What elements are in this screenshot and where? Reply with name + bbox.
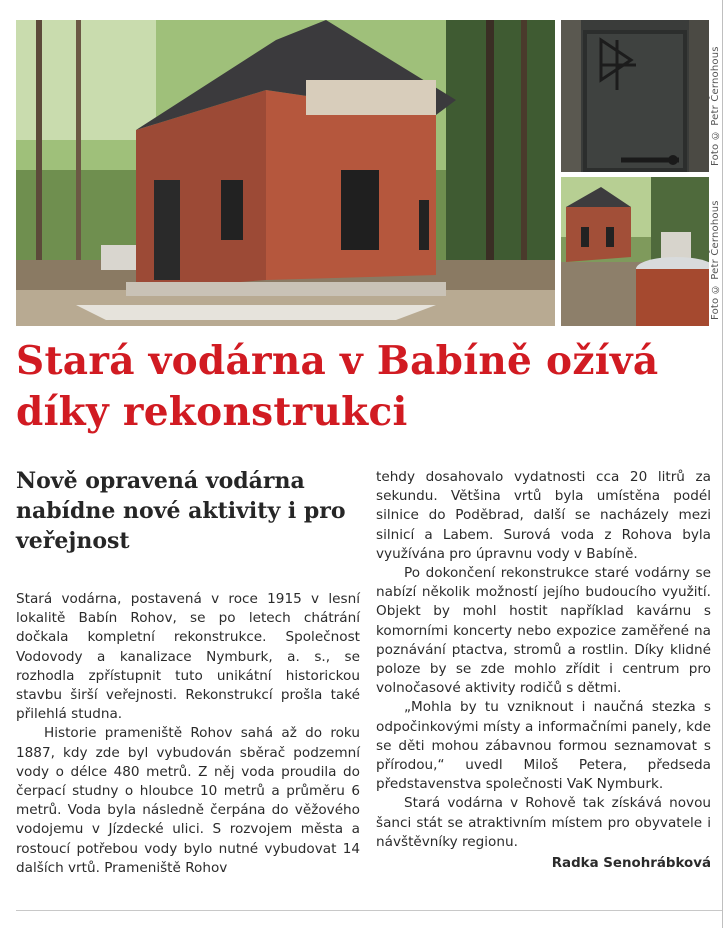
well-and-building-photo [561,177,709,326]
article-paragraph: Historie prameniště Rohov sahá až do roku 1887, kdy zde byl vybudován sběrač podzemní vody o délce 480 metrů. Z něj voda proudila do čerpací studny o hloubce 10 metrů a průměru 6 metrů. Voda byla následně čerpána do věžového vodojemu v Jízdecké ulici. S rozvojem města a rostoucí potřebou vody bylo nutné vybudovat 14 dalších vrtů. Prameniště Rohov [16,725,360,876]
article-paragraph: „Mohla by tu vzniknout i naučná stezka s odpočinkovými místy a informačními panely, kde se děti mohou zábavnou formou seznamovat s přírodou,“ uvedl Miloš Petera, předseda představenstva společnosti VaK Nymburk. [376,699,711,793]
article-author: Radka Senohrábková [551,856,711,872]
bottom-rule [16,910,722,911]
main-photo-waterworks [16,20,555,326]
article-headline: Stará vodárna v Babíně ožívá díky rekonstrukci [16,338,659,435]
article-subheadline: Nově opravená vodárna nabídne nové aktivity i pro veřejnost [16,468,346,554]
photo-credit-bottom: Foto © Petr Černohous [710,200,721,320]
article-paragraph: Po dokončení rekonstrukce staré vodárny se nabízí několik možností jejího budoucího využití. Objekt by mohl hostit například kavárnu s komorními koncerty nebo expozice zaměřené na poznávání ptactva, stromů a rostlin. Díky klidné poloze by se zde mohlo zřídit i centrum pro volnočasové aktivity rodičů s dětmi. [376,565,711,697]
door-detail-photo [561,20,709,172]
page-edge-divider [722,0,723,928]
photo-credit-top: Foto © Petr Černohous [710,46,721,166]
article-paragraph: tehdy dosahovalo vydatnosti cca 20 litrů za sekundu. Většina vrtů byla umístěna podél silnice do Poděbrad, další se nacházely mezi silnicí a Labem. Surová voda z Rohova byla využívána pro úpravnu vody v Babíně. [376,469,711,562]
article-column-left [16,590,360,878]
article-paragraph: Stará vodárna, postavená v roce 1915 v lesní lokalitě Babín Rohov, se po letech chátrání dočkala kompletní rekonstrukce. Společnost Vodovody a kanalizace Nymburk, a. s., se rozhodla zpřístupnit tuto unikátní historickou stavbu širší veřejnosti. Rekonstrukcí prošla také přilehlá studna. [16,591,360,723]
article-column-right [376,468,711,873]
article-paragraph: Stará vodárna v Rohově tak získává novou šanci stát se atraktivním místem pro obyvatele i návštěvníky regionu. [376,795,711,850]
